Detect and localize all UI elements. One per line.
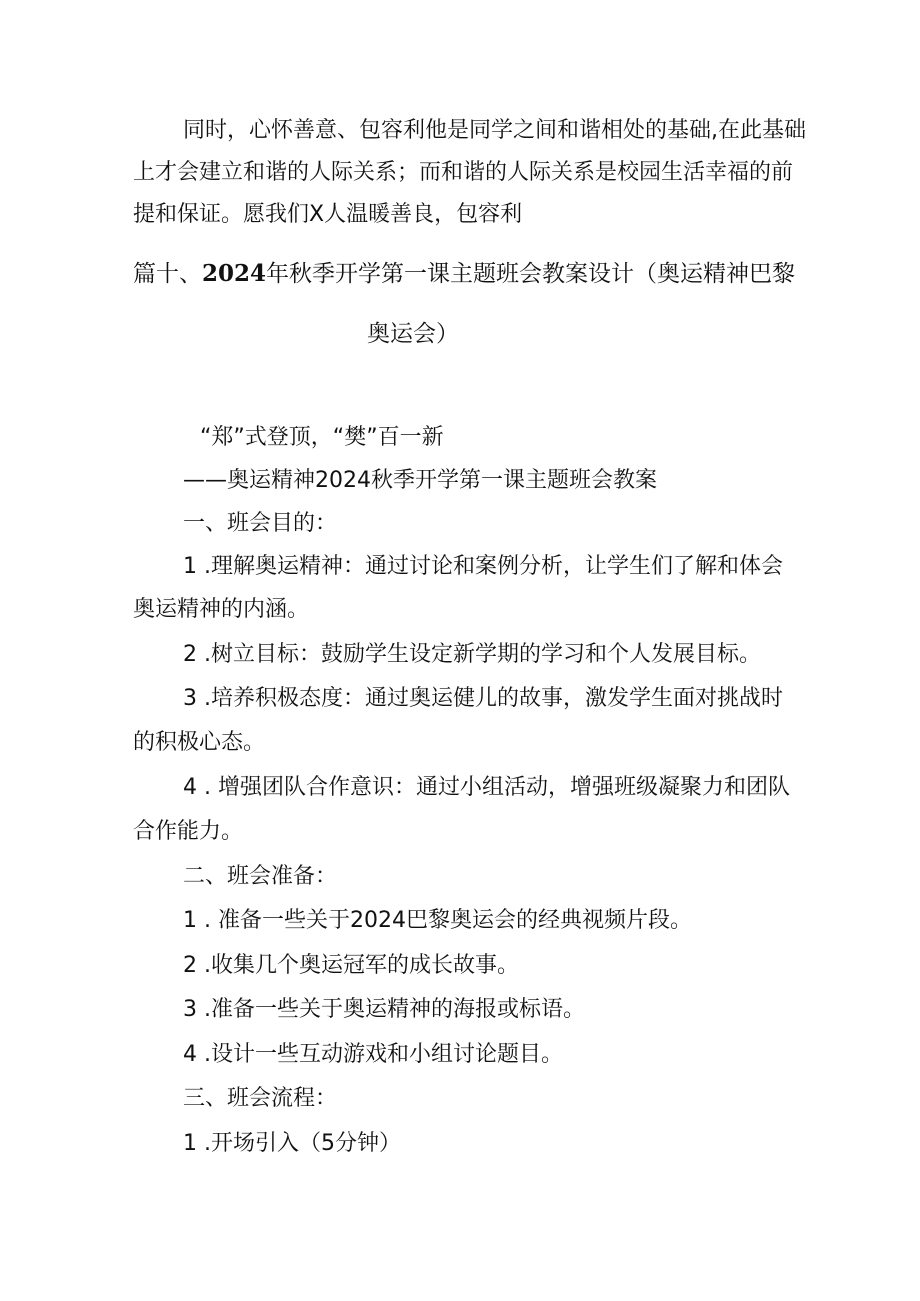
section-1-item-3-line-1: 3 .培养积极态度：通过奥运健儿的故事，激发学生面对挑战时 [183,686,783,711]
section-1-item-1-line-2: 奥运精神的内涵。 [133,597,310,622]
section-2-item-3: 3 .准备一些关于奥运精神的海报或标语。 [183,997,585,1022]
intro-line-1: 同时，心怀善意、包容利他是同学之间和谐相处的基础,在此基础 [183,118,806,143]
plan-subtitle: ——奥运精神2024秋季开学第一课主题班会教案 [183,468,657,493]
heading-rest: 年秋季开学第一课主题班会教案设计（奥运精神巴黎 [266,261,796,287]
section-2-title: 二、班会准备： [183,864,338,889]
section-1-item-3-line-2: 的积极心态。 [133,730,266,755]
intro-line-3: 提和保证。愿我们X人温暖善良，包容利 [133,202,523,227]
plan-title: “郑”式登顶，“樊”百一新 [200,425,444,450]
section-1-item-2: 2 .树立目标：鼓励学生设定新学期的学习和个人发展目标。 [183,642,761,667]
section-1-item-4-line-1: 4 . 增强团队合作意识：通过小组活动，增强班级凝聚力和团队 [183,775,790,800]
section-heading [133,258,795,290]
section-2-item-1: 1 . 准备一些关于2024巴黎奥运会的经典视频片段。 [183,908,692,933]
section-2-item-2: 2 .收集几个奥运冠军的成长故事。 [183,953,519,978]
section-3-item-1: 1 .开场引入（5分钟） [183,1131,401,1156]
section-1-item-4-line-2: 合作能力。 [133,819,244,844]
section-2-item-4: 4 .设计一些互动游戏和小组讨论题目。 [183,1042,563,1067]
section-1-title: 一、班会目的： [183,511,338,536]
intro-line-2: 上才会建立和谐的人际关系；而和谐的人际关系是校园生活幸福的前 [133,160,794,185]
section-3-title: 三、班会流程： [183,1086,338,1111]
section-heading-line-2: 奥运会） [367,321,459,347]
section-1-item-1-line-1: 1 .理解奥运精神：通过讨论和案例分析，让学生们了解和体会 [183,554,783,579]
heading-prefix: 篇十、 [133,261,202,287]
heading-year: 2024 [202,260,267,287]
